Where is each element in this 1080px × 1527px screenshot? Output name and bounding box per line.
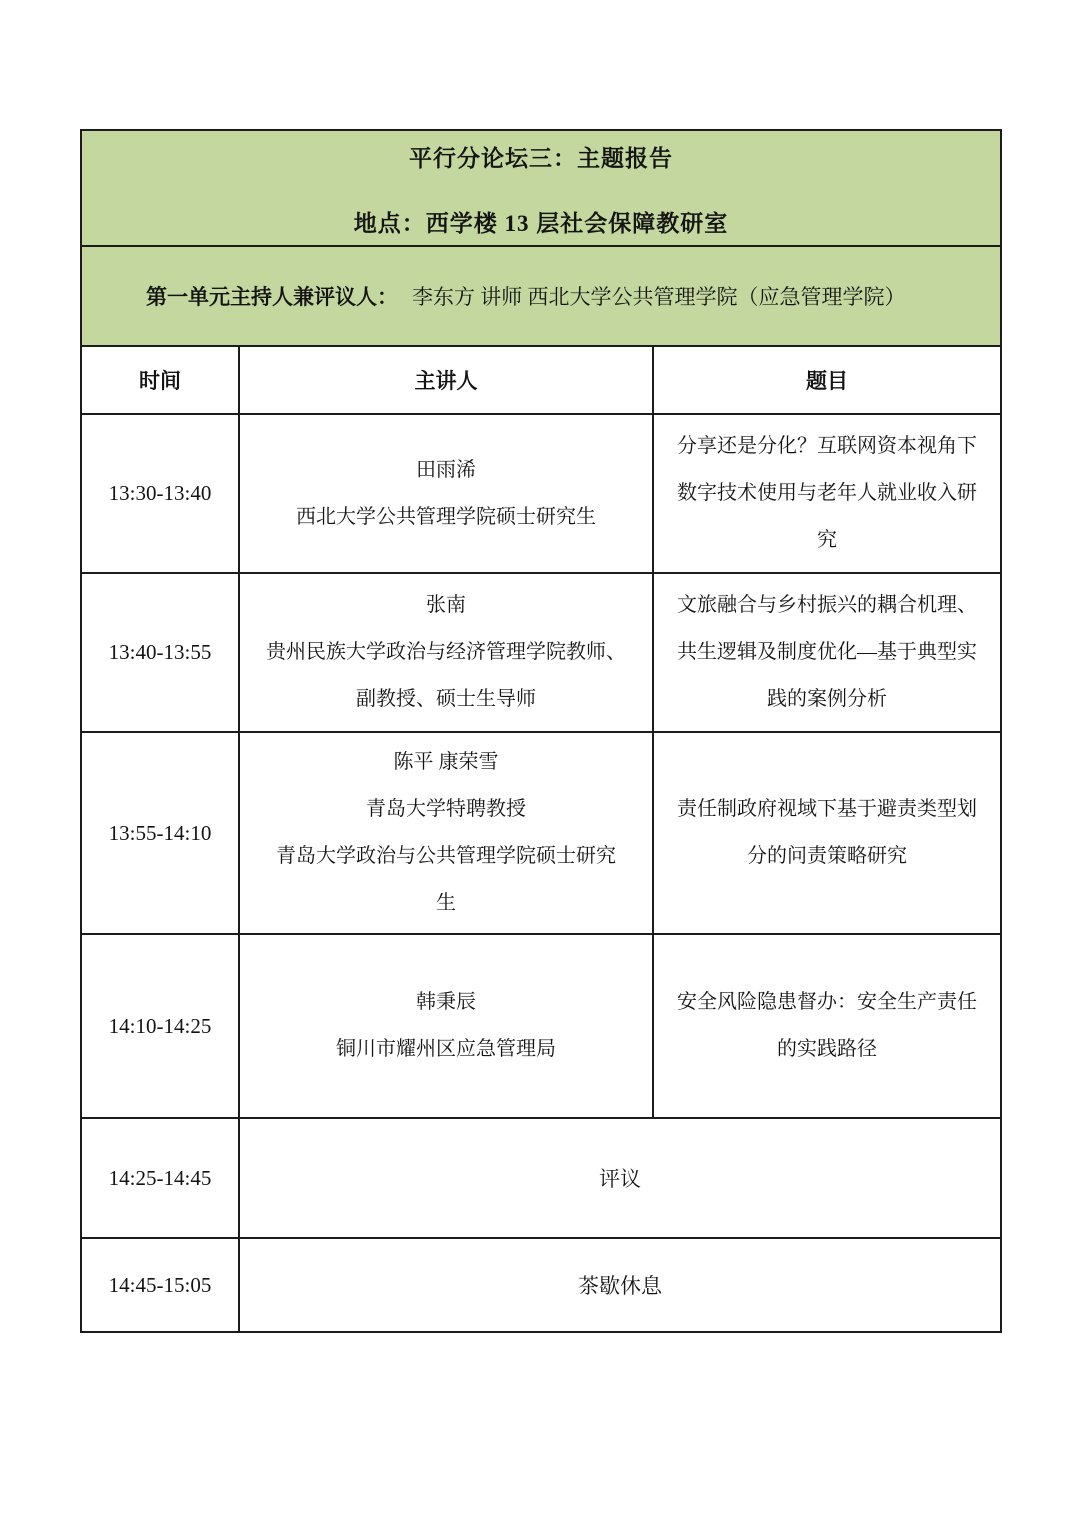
session-activity: 茶歇休息 xyxy=(239,1238,1001,1332)
speaker-name: 陈平 康荣雪 xyxy=(393,751,499,773)
speaker-affiliation: 青岛大学特聘教授 xyxy=(366,798,526,820)
speaker-name: 张南 xyxy=(426,594,466,616)
speaker-name: 田雨浠 xyxy=(416,458,476,481)
speaker-cell xyxy=(239,934,653,1118)
moderator-label: 第一单元主持人兼评议人： xyxy=(146,285,398,309)
table-row xyxy=(81,414,1001,573)
session-time: 14:45-15:05 xyxy=(81,1238,239,1332)
session-activity: 评议 xyxy=(239,1118,1001,1238)
session-topic: 安全风险隐患督办：安全生产责任的实践路径 xyxy=(653,934,1001,1118)
speaker-affiliation: 生 xyxy=(436,892,456,914)
session-time: 14:10-14:25 xyxy=(81,934,239,1118)
table-row xyxy=(81,1118,1001,1238)
session-topic: 分享还是分化？互联网资本视角下数字技术使用与老年人就业收入研究 xyxy=(653,414,1001,573)
session-topic: 责任制政府视域下基于避责类型划分的问责策略研究 xyxy=(653,732,1001,934)
forum-title-row xyxy=(81,130,1001,246)
moderator-cell xyxy=(81,246,1001,346)
column-header-speaker: 主讲人 xyxy=(239,346,653,414)
speaker-affiliation: 西北大学公共管理学院硕士研究生 xyxy=(296,505,596,528)
column-header-topic: 题目 xyxy=(653,346,1001,414)
program-table xyxy=(80,129,1002,1333)
table-row xyxy=(81,934,1001,1118)
speaker-cell xyxy=(239,732,653,934)
session-time: 14:25-14:45 xyxy=(81,1118,239,1238)
speaker-cell xyxy=(239,414,653,573)
table-header-row xyxy=(81,346,1001,414)
speaker-affiliation: 铜川市耀州区应急管理局 xyxy=(336,1038,556,1060)
session-topic: 文旅融合与乡村振兴的耦合机理、共生逻辑及制度优化—基于典型实践的案例分析 xyxy=(653,573,1001,732)
table-row xyxy=(81,1238,1001,1332)
speaker-affiliation: 贵州民族大学政治与经济管理学院教师、 xyxy=(266,641,626,663)
forum-title: 平行分论坛三：主题报告 xyxy=(409,146,673,171)
session-time: 13:40-13:55 xyxy=(81,573,239,732)
speaker-cell xyxy=(239,573,653,732)
column-header-time: 时间 xyxy=(81,346,239,414)
forum-title-cell xyxy=(81,130,1001,246)
session-time: 13:30-13:40 xyxy=(81,414,239,573)
moderator-value: 李东方 讲师 西北大学公共管理学院（应急管理学院） xyxy=(412,285,906,309)
speaker-name: 韩秉辰 xyxy=(416,991,476,1013)
table-row xyxy=(81,573,1001,732)
table-row xyxy=(81,732,1001,934)
speaker-affiliation: 副教授、硕士生导师 xyxy=(356,688,536,710)
session-time: 13:55-14:10 xyxy=(81,732,239,934)
moderator-row xyxy=(81,246,1001,346)
speaker-affiliation: 青岛大学政治与公共管理学院硕士研究 xyxy=(276,845,616,867)
forum-location: 地点：西学楼 13 层社会保障教研室 xyxy=(353,211,729,236)
